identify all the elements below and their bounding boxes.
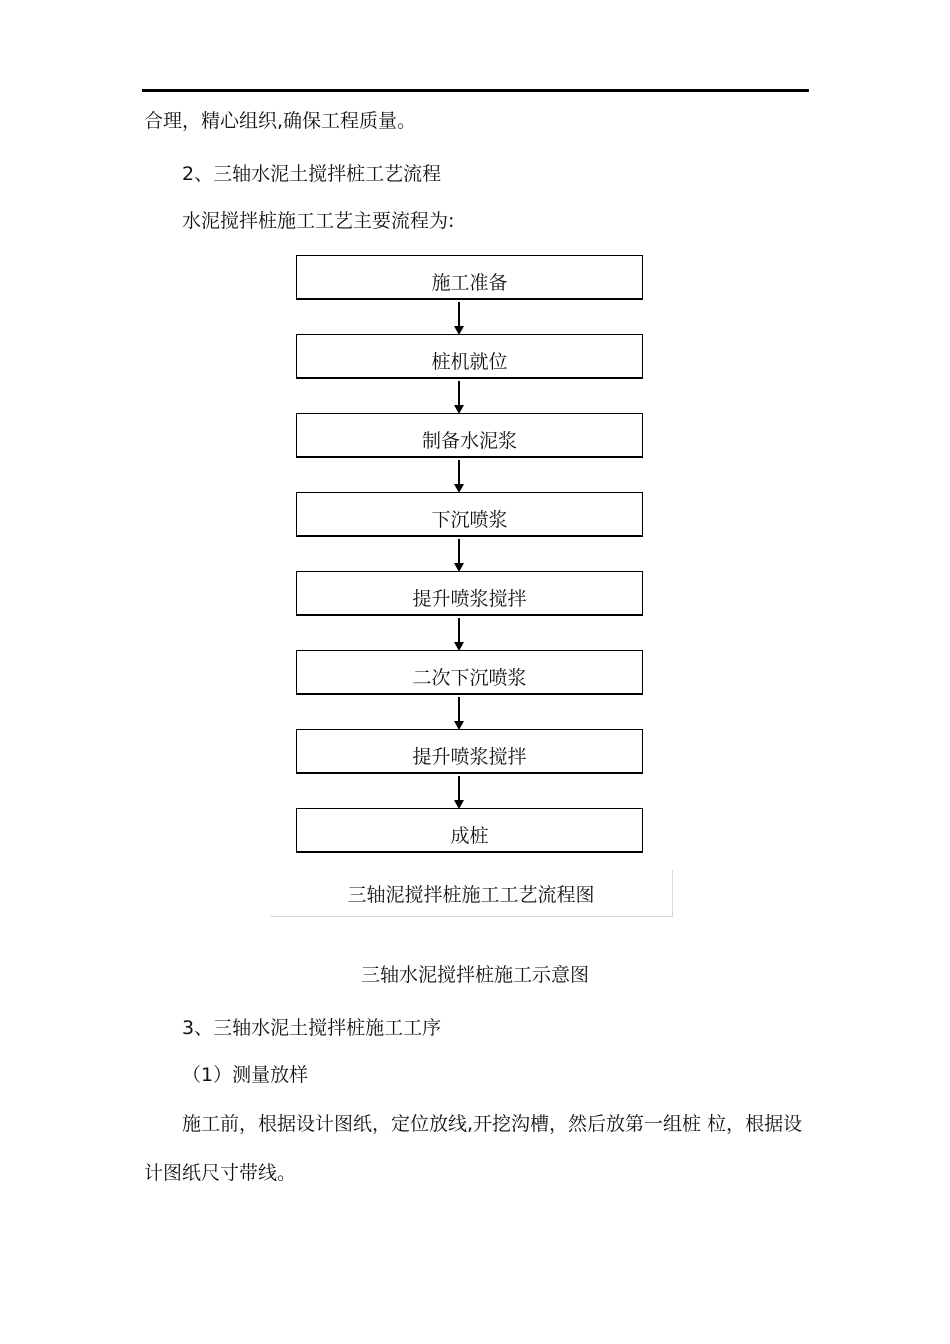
flow-arrow <box>458 618 460 649</box>
flow-step-complete-pile: 成桩 <box>296 808 643 853</box>
flow-step-prepare-slurry: 制备水泥浆 <box>296 413 643 458</box>
flow-arrow <box>458 697 460 728</box>
header-rule <box>142 89 809 92</box>
flow-arrow <box>458 302 460 333</box>
flow-step-lift-spray-mix: 提升喷浆搅拌 <box>296 571 643 616</box>
flow-arrow <box>458 539 460 570</box>
paragraph-line: 计图纸尺寸带线。 <box>144 1162 297 1184</box>
diagram-caption: 三轴水泥搅拌桩施工示意图 <box>360 964 589 986</box>
intro-line: 水泥搅拌桩施工工艺主要流程为: <box>182 210 455 232</box>
flow-step-lift-spray-mix-2: 提升喷浆搅拌 <box>296 729 643 774</box>
flow-arrow <box>458 776 460 807</box>
flow-step-sink-spray: 下沉喷浆 <box>296 492 643 537</box>
flowchart-caption: 三轴泥搅拌桩施工工艺流程图 <box>270 870 673 917</box>
flow-arrow <box>458 460 460 491</box>
flow-step-position-rig: 桩机就位 <box>296 334 643 379</box>
flow-step-prepare: 施工准备 <box>296 255 643 300</box>
section-heading-3: 3、三轴水泥土搅拌桩施工工序 <box>182 1017 442 1039</box>
paragraph-line: 合理，精心组织,确保工程质量。 <box>144 110 417 132</box>
paragraph-line: 施工前，根据设计图纸，定位放线,开挖沟槽，然后放第一组桩 柆，根据设 <box>182 1113 803 1135</box>
section-heading-2: 2、三轴水泥土搅拌桩工艺流程 <box>182 163 442 185</box>
flow-arrow <box>458 381 460 412</box>
subsection-heading: （1）测量放样 <box>182 1064 309 1086</box>
flow-step-second-sink-spray: 二次下沉喷浆 <box>296 650 643 695</box>
